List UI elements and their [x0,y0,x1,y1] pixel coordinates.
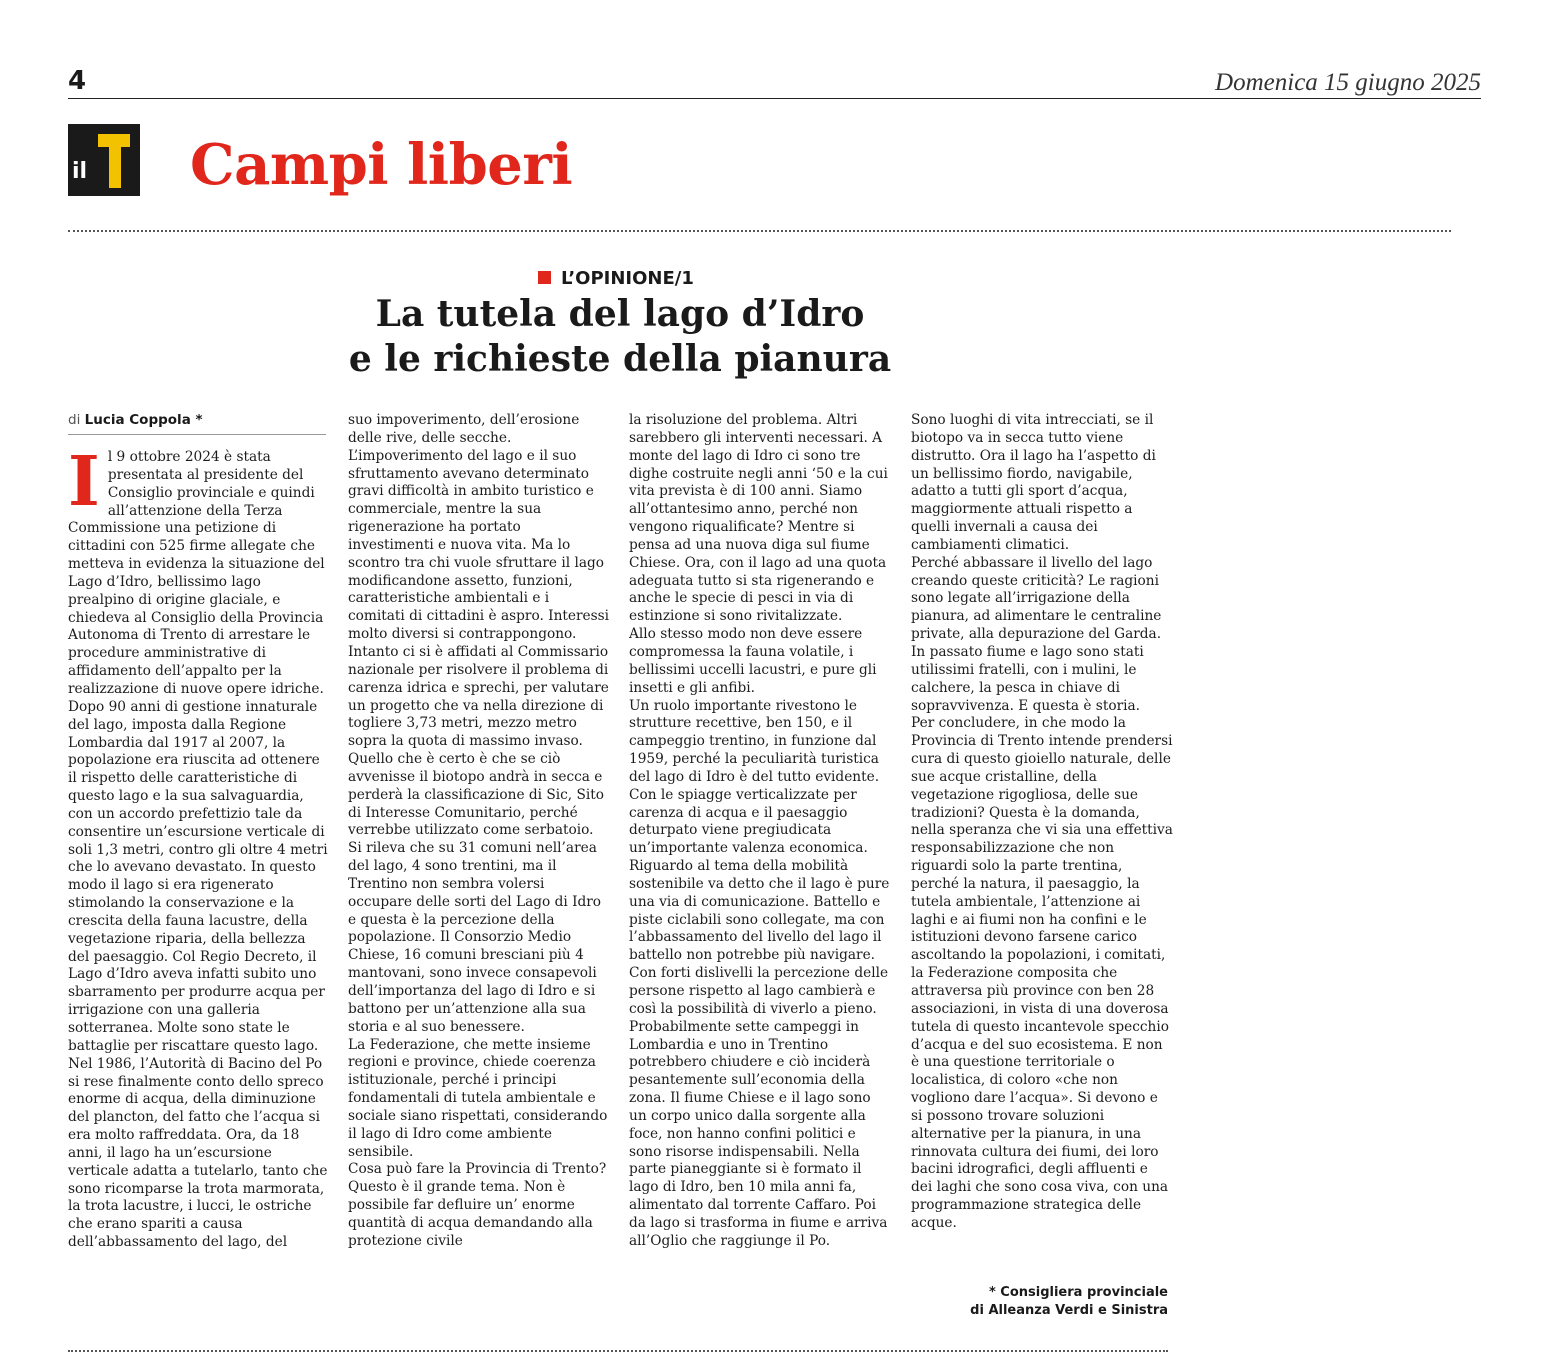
byline-prefix: di [68,412,81,428]
bottom-divider [68,1350,1168,1352]
kicker-text: L’OPINIONE/1 [561,268,694,289]
il-t-logo-icon [68,124,140,196]
column-1 [68,442,330,1252]
paragraph: Cosa può fare la Provincia di Trento? Questo è il grande tema. Non è possibile far defluire un’ enorme quantità di acqua demandando alla protezione civile [348,1161,607,1249]
paragraph: Un ruolo importante rivestono le strutture recettive, ben 150, e il campeggio trentino, in funzione dal 1959, perché la peculiarità turistica del lago di Idro è del tutto evidente. Con le spiagge verticalizzate per carenza di acqua e il paesaggio deturpato viene pregiudicata un’importante valenza economica. Riguardo al tema della mobilità sostenibile va detto che il lago è pure una via di comunicazione. Battello e piste ciclabili sono collegate, ma con l’abbassamento del livello del lago il battello non potrebbe più navigare. Con forti dislivelli la percezione delle persone rispetto al lago cambierà e così la possibilità di viverlo a pieno. [629,697,890,1017]
paragraph [68,442,330,1056]
logo-t-stem [109,144,121,188]
author-signature [970,1284,1168,1320]
column-2 [348,412,610,1251]
byline [68,410,203,430]
paragraph: Si rileva che su 31 comuni nell’area del lago, 4 sono trentini, ma il Trentino non sembra volersi occupare delle sorti del Lago di Idro e questa è la percezione della popolazione. Il Consorzio Medio Chiese, 16 comuni bresciani più 4 mantovani, sono invece consapevoli dell’importanza del lago di Idro e si battono per un’attenzione alla sua storia e al suo benessere. [348,840,602,1035]
headline [330,292,910,382]
signature-line-2: di Alleanza Verdi e Sinistra [970,1303,1168,1318]
paragraph-text: l 9 ottobre 2024 è stata presentata al presidente del Consiglio provinciale e quindi all’attenzione della Terza Commissione una petizione di cittadini con 525 firme allegate che metteva in evidenza la situazione del Lago d’Idro, bellissimo lago prealpino di origine glaciale, e chiedeva al Consiglio della Provincia Autonoma di Trento di arrestare le procedure amministrative di affidamento dell’appalto per la realizzazione di nuove opere idriche. Dopo 90 anni di gestione innaturale del lago, imposta dalla Regione Lombardia dal 1917 al 2007, la popolazione era riuscita ad ottenere il rispetto delle caratteristiche di questo lago e la sua salvaguardia, con un accordo prefettizio tale da consentire un’escursione verticale di soli 1,3 metri, contro gli oltre 4 metri che lo avevano devastato. In questo modo il lago si era rigenerato stimolando la conservazione e la crescita della fauna lacustre, della vegetazione riparia, della bellezza del paesaggio. Col Regio Decreto, il Lago d’Idro aveva infatti subito uno sbarramento per produrre acqua per irrigazione con una galleria sotterranea. Molte sono state le battaglie per riscattare questo lago. [68,449,328,1054]
signature-line-1: * Consigliera provinciale [988,1285,1168,1300]
byline-rule [68,434,326,435]
page-number: 4 [68,66,87,96]
paragraph: la risoluzione del problema. Altri sarebbero gli interventi necessari. A monte del lago di Idro ci sono tre dighe costruite negli anni ‘50 e la cui vita prevista è di 100 anni. Siamo all’ottantesimo anno, perché non vengono riqualificate? Mentre si pensa ad una nuova diga sul fiume Chiese. Ora, con il lago ad una quota adeguata tutto si sta rigenerando e anche le specie di pesci in via di estinzione si sono rivitalizzate. [629,412,888,625]
kicker [538,268,694,290]
dropcap: I [68,442,100,522]
page-date: Domenica 15 giugno 2025 [1215,69,1481,96]
column-4 [911,412,1173,1233]
section-title: Campi liberi [190,132,573,198]
paragraph: suo impoverimento, dell’erosione delle rive, delle secche. L’impoverimento del lago e il suo sfruttamento avevano determinato gravi difficoltà in ambito turistico e commerciale, mentre la sua rigenerazione ha portato investimenti e nuova vita. Ma lo scontro tra chi vuole sfruttare il lago modificandone assetto, funzioni, caratteristiche ambientali e i comitati di cittadini è aspro. Interessi molto diversi si contrappongono. Intanto ci si è affidati al Commissario nazionale per risolvere il problema di carenza idrica e sprechi, per valutare un progetto che va nella direzione di togliere 3,73 metri, mezzo metro sopra la quota di massimo invaso. Quello che è certo è che se ciò avvenisse il biotopo andrà in secca e perderà la classificazione di Sic, Sito di Interesse Comunitario, perché verrebbe utilizzato come serbatoio. [348,412,610,839]
paragraph: Sono luoghi di vita intrecciati, se il biotopo va in secca tutto viene distrutto. Ora il lago ha l’aspetto di un bellissimo fiordo, navigabile, adatto a tutti gli sport d’acqua, maggiormente attuali rispetto a quelli invernali a causa dei cambiamenti climatici. [911,412,1156,553]
paragraph: Probabilmente sette campeggi in Lombardia e uno in Trentino potrebbero chiudere e ciò inciderà pesantemente sull’economia della zona. Il fiume Chiese e il lago sono un corpo unico dalla sorgente alla foce, non hanno confini politici e sono risorse indispensabili. Nella parte pianeggiante si è formato il lago di Idro, ben 10 mila anni fa, alimentato dal torrente Caffaro. Poi da lago si trasforma in fiume e arriva all’Oglio che raggiunge il Po. [629,1018,888,1249]
headline-line-2: e le richieste della pianura [348,338,892,380]
author-name: Lucia Coppola * [84,412,203,428]
logo-text: il [72,159,88,184]
header-rule [68,98,1481,99]
paragraph: Allo stesso modo non deve essere compromessa la fauna volatile, i bellissimi uccelli lacustri, e pure gli insetti e gli anfibi. [629,626,877,696]
paragraph: La Federazione, che mette insieme regioni e province, chiede coerenza istituzionale, perché i principi fondamentali di tutela ambientale e sociale siano rispettati, considerando il lago di Idro come ambiente sensibile. [348,1036,608,1160]
paragraph: Perché abbassare il livello del lago creando queste criticità? Le ragioni sono legate all’irrigazione della pianura, ad alimentare le centraline private, alla depurazione del Garda. In passato fiume e lago sono stati utilissimi fratelli, con i mulini, le calchere, la pesca in chiave di sopravvivenza. E questa è storia. [911,554,1162,714]
paragraph: Per concludere, in che modo la Provincia di Trento intende prendersi cura di questo gioiello naturale, delle sue acque cristalline, della vegetazione rigogliosa, delle sue tradizioni? Questa è la domanda, nella speranza che vi sia una effettiva responsabilizzazione che non riguardi solo la parte trentina, perché la natura, il paesaggio, la tutela ambientale, l’attenzione ai laghi e ai fiumi non ha confini e le istituzioni devono farsene carico ascoltando la popolazioni, i comitati, la Federazione composita che attraversa più province con ben 28 associazioni, in vista di una doverosa tutela di questo incantevole specchio d’acqua e del suo ecosistema. E non è una questione territoriale o localistica, di coloro «che non vogliono dare l’acqua». Si devono e si possono trovare soluzioni alternative per la pianura, in una rinnovata cultura dei fiumi, dei loro bacini idrografici, degli affluenti e dei laghi che sono cosa viva, con una programmazione strategica delle acque. [911,715,1173,1231]
column-3 [629,412,891,1251]
headline-line-1: La tutela del lago d’Idro [375,293,865,335]
paragraph: Nel 1986, l’Autorità di Bacino del Po si rese finalmente conto dello spreco enorme di acqua, della diminuzione del plancton, del fatto che l’acqua si era molto raffreddata. Ora, da 18 anni, il lago ha un’escursione verticale adatta a tutelarlo, tanto che sono ricomparse la trota marmorata, la trota lacustre, i lucci, le ostriche che erano spariti a causa dell’abbassamento del lago, del [68,1055,328,1251]
section-divider [68,230,1451,232]
red-square-icon [538,271,551,284]
